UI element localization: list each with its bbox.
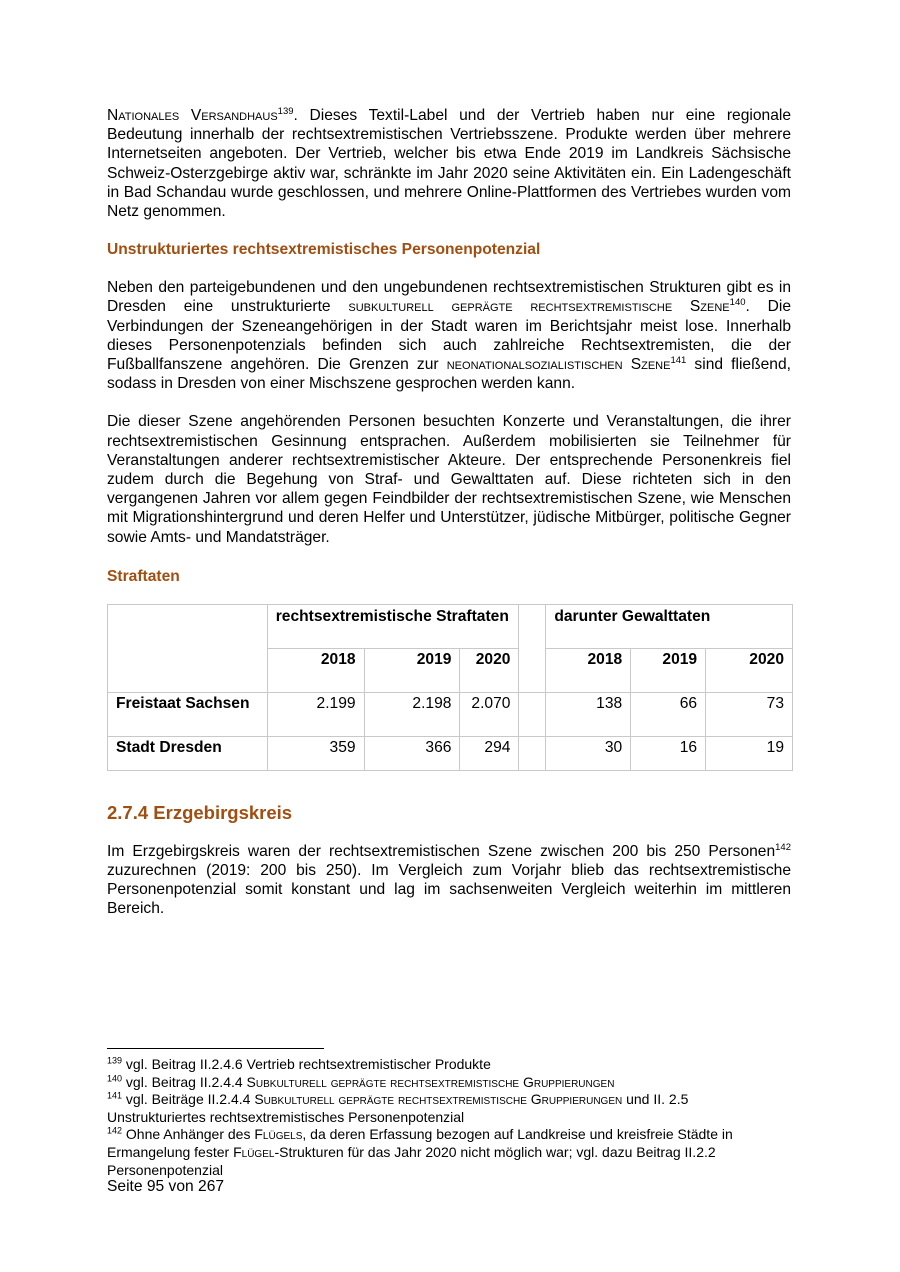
row-label: Stadt Dresden bbox=[108, 736, 268, 770]
term-subkulturell: subkulturell geprägte rechtsextremistische Szene bbox=[348, 298, 730, 316]
paragraph-dresden-szene bbox=[107, 278, 791, 393]
year-2020: 2020 bbox=[460, 648, 519, 692]
paragraph-text: Neben den parteigebundenen und den ungebundenen rechtsextremistischen Strukturen gibt es in Dresden eine unstrukturierte bbox=[107, 279, 791, 316]
table-header-row bbox=[108, 604, 793, 648]
paragraph-text: sind fließend, sodass in Dresden von einer Mischszene gesprochen werden kann. bbox=[107, 356, 791, 393]
paragraph-versandhaus bbox=[107, 106, 791, 221]
page-number: Seite 95 von 267 bbox=[107, 1178, 225, 1195]
footnote-text: und II. 2.5 Unstrukturiertes rechtsextremistisches Personenpotenzial bbox=[107, 1091, 689, 1125]
footnote-number: 140 bbox=[107, 1072, 123, 1083]
footnote-number: 139 bbox=[107, 1055, 123, 1066]
year-2019: 2019 bbox=[631, 648, 706, 692]
paragraph-erzgebirgskreis bbox=[107, 842, 791, 919]
paragraph-szene-personen: Die dieser Szene angehörenden Personen besuchten Konzerte und Veranstaltungen, die ihrer rechtsextremistischen Gesinnung entsprachen. Außerdem mobilisierten sie Teilnehmer für Veranstaltungen anderer rechtsextremistischer Akteure. Der entsprechende Personenkreis fiel zudem durch die Begehung von Straf- und Gewalttaten auf. Diese richteten sich in den vergangenen Jahren vor allem gegen Feindbilder der rechtsextremistischen Szene, wie Menschen mit Migrationshintergrund und deren Helfer und Unterstützer, jüdische Mitbürger, politische Gegner sowie Amts- und Mandatsträger. bbox=[107, 413, 791, 546]
paragraph-text: Im Erzgebirgskreis waren der rechtsextremistischen Szene zwischen 200 bis 250 Personen bbox=[107, 842, 776, 860]
paragraph-text: zuzurechnen (2019: 200 bis 250). Im Vergleich zum Vorjahr blieb das rechtsextremistische Personenpotenzial somit konstant und lag im sachsenweiten Vergleich weiterhin im mittleren Bereich. bbox=[107, 862, 791, 918]
cell-value: 66 bbox=[631, 692, 706, 736]
footnote-divider bbox=[107, 1048, 324, 1049]
footnote-number: 142 bbox=[107, 1125, 123, 1136]
footnote-term: Flügel bbox=[233, 1143, 275, 1160]
footnote-number: 141 bbox=[107, 1090, 123, 1101]
footnote-term: Subkulturell geprägte rechtsextremistische Gruppierungen bbox=[254, 1091, 623, 1108]
footnote-text: vgl. Beitrag II.2.4.6 Vertrieb rechtsextremistischer Produkte bbox=[122, 1056, 491, 1072]
paragraph-text: . Dieses Textil-Label und der Vertrieb haben nur eine regionale Bedeutung innerhalb der rechtsextremistischen Vertriebsszene. Produkte werden über mehrere Internetseiten angeboten. Der Vertrieb, welcher bis etwa Ende 2019 im Landkreis Sächsische Schweiz-Osterzgebirge aktiv war, schränkte im Jahr 2020 seine Aktivitäten ein. Ein Ladengeschäft in Bad Schandau wurde geschlossen, und mehrere Online-Plattformen des Vertriebes wurden vom Netz genommen. bbox=[107, 107, 791, 221]
heading-unstrukturiert: Unstrukturiertes rechtsextremistisches Personenpotenzial bbox=[107, 241, 541, 259]
cell-value: 359 bbox=[267, 736, 364, 770]
footnote-139 bbox=[107, 1056, 791, 1074]
term-neonationalsozialistisch: neonationalsozialistischen Szene bbox=[446, 356, 671, 374]
cell-value: 19 bbox=[706, 736, 793, 770]
header-gewalttaten: darunter Gewalttaten bbox=[546, 604, 793, 648]
footnote-ref-142[interactable]: 142 bbox=[775, 841, 791, 853]
footnote-text: vgl. Beitrag II.2.4.4 bbox=[122, 1073, 247, 1090]
heading-erzgebirgskreis: 2.7.4 Erzgebirgskreis bbox=[107, 801, 293, 823]
page-body bbox=[107, 106, 791, 919]
footnote-text: Ohne Anhänger des bbox=[122, 1126, 255, 1143]
footnote-text: vgl. Beiträge II.2.4.4 bbox=[122, 1091, 255, 1108]
footnote-term: Flügels bbox=[254, 1126, 303, 1143]
table-row bbox=[108, 692, 793, 736]
cell-value: 2.199 bbox=[267, 692, 364, 736]
footnote-text: , da deren Erfassung bezogen auf Landkreise und kreisfreie Städte in Ermangelung fester bbox=[107, 1126, 733, 1160]
table-spacer-cell bbox=[519, 604, 546, 692]
cell-value: 294 bbox=[460, 736, 519, 770]
cell-value: 138 bbox=[546, 692, 631, 736]
table-corner-cell bbox=[108, 604, 268, 692]
footnote-142 bbox=[107, 1126, 791, 1179]
footnote-140 bbox=[107, 1074, 791, 1092]
footnote-141 bbox=[107, 1091, 791, 1126]
footnote-text: -Strukturen für das Jahr 2020 nicht möglich war; vgl. dazu Beitrag II.2.2 Personenpotenzial bbox=[107, 1143, 716, 1178]
footnote-ref-141[interactable]: 141 bbox=[670, 354, 687, 366]
cell-value: 2.070 bbox=[460, 692, 519, 736]
row-label: Freistaat Sachsen bbox=[108, 692, 268, 736]
cell-value: 16 bbox=[631, 736, 706, 770]
footnotes bbox=[107, 1056, 791, 1179]
table-spacer-cell bbox=[519, 692, 546, 736]
year-2019: 2019 bbox=[364, 648, 460, 692]
year-2018: 2018 bbox=[267, 648, 364, 692]
footnote-term: Subkulturell geprägte rechtsextremistische Gruppierungen bbox=[246, 1073, 615, 1090]
paragraph-text: . Die Verbindungen der Szeneangehörigen in der Stadt waren im Berichtsjahr meist lose. Innerhalb dieses Personenpotenzials befinden sich auch zahlreiche Rechtsextremisten, die der Fußballfanszene angehören. Die Grenzen zur bbox=[107, 298, 791, 374]
straftaten-table bbox=[107, 604, 793, 771]
header-rechtsextremistische-straftaten: rechtsextremistische Straftaten bbox=[267, 604, 519, 648]
heading-straftaten: Straftaten bbox=[107, 567, 180, 585]
table-spacer-cell bbox=[519, 736, 546, 770]
year-2018: 2018 bbox=[546, 648, 631, 692]
table-row bbox=[108, 736, 793, 770]
year-2020: 2020 bbox=[706, 648, 793, 692]
cell-value: 366 bbox=[364, 736, 460, 770]
cell-value: 30 bbox=[546, 736, 631, 770]
footnote-ref-140[interactable]: 140 bbox=[729, 297, 746, 309]
cell-value: 2.198 bbox=[364, 692, 460, 736]
footnote-ref-139[interactable]: 139 bbox=[277, 105, 294, 117]
term-nationales-versandhaus: Nationales Versandhaus bbox=[107, 107, 278, 124]
cell-value: 73 bbox=[706, 692, 793, 736]
